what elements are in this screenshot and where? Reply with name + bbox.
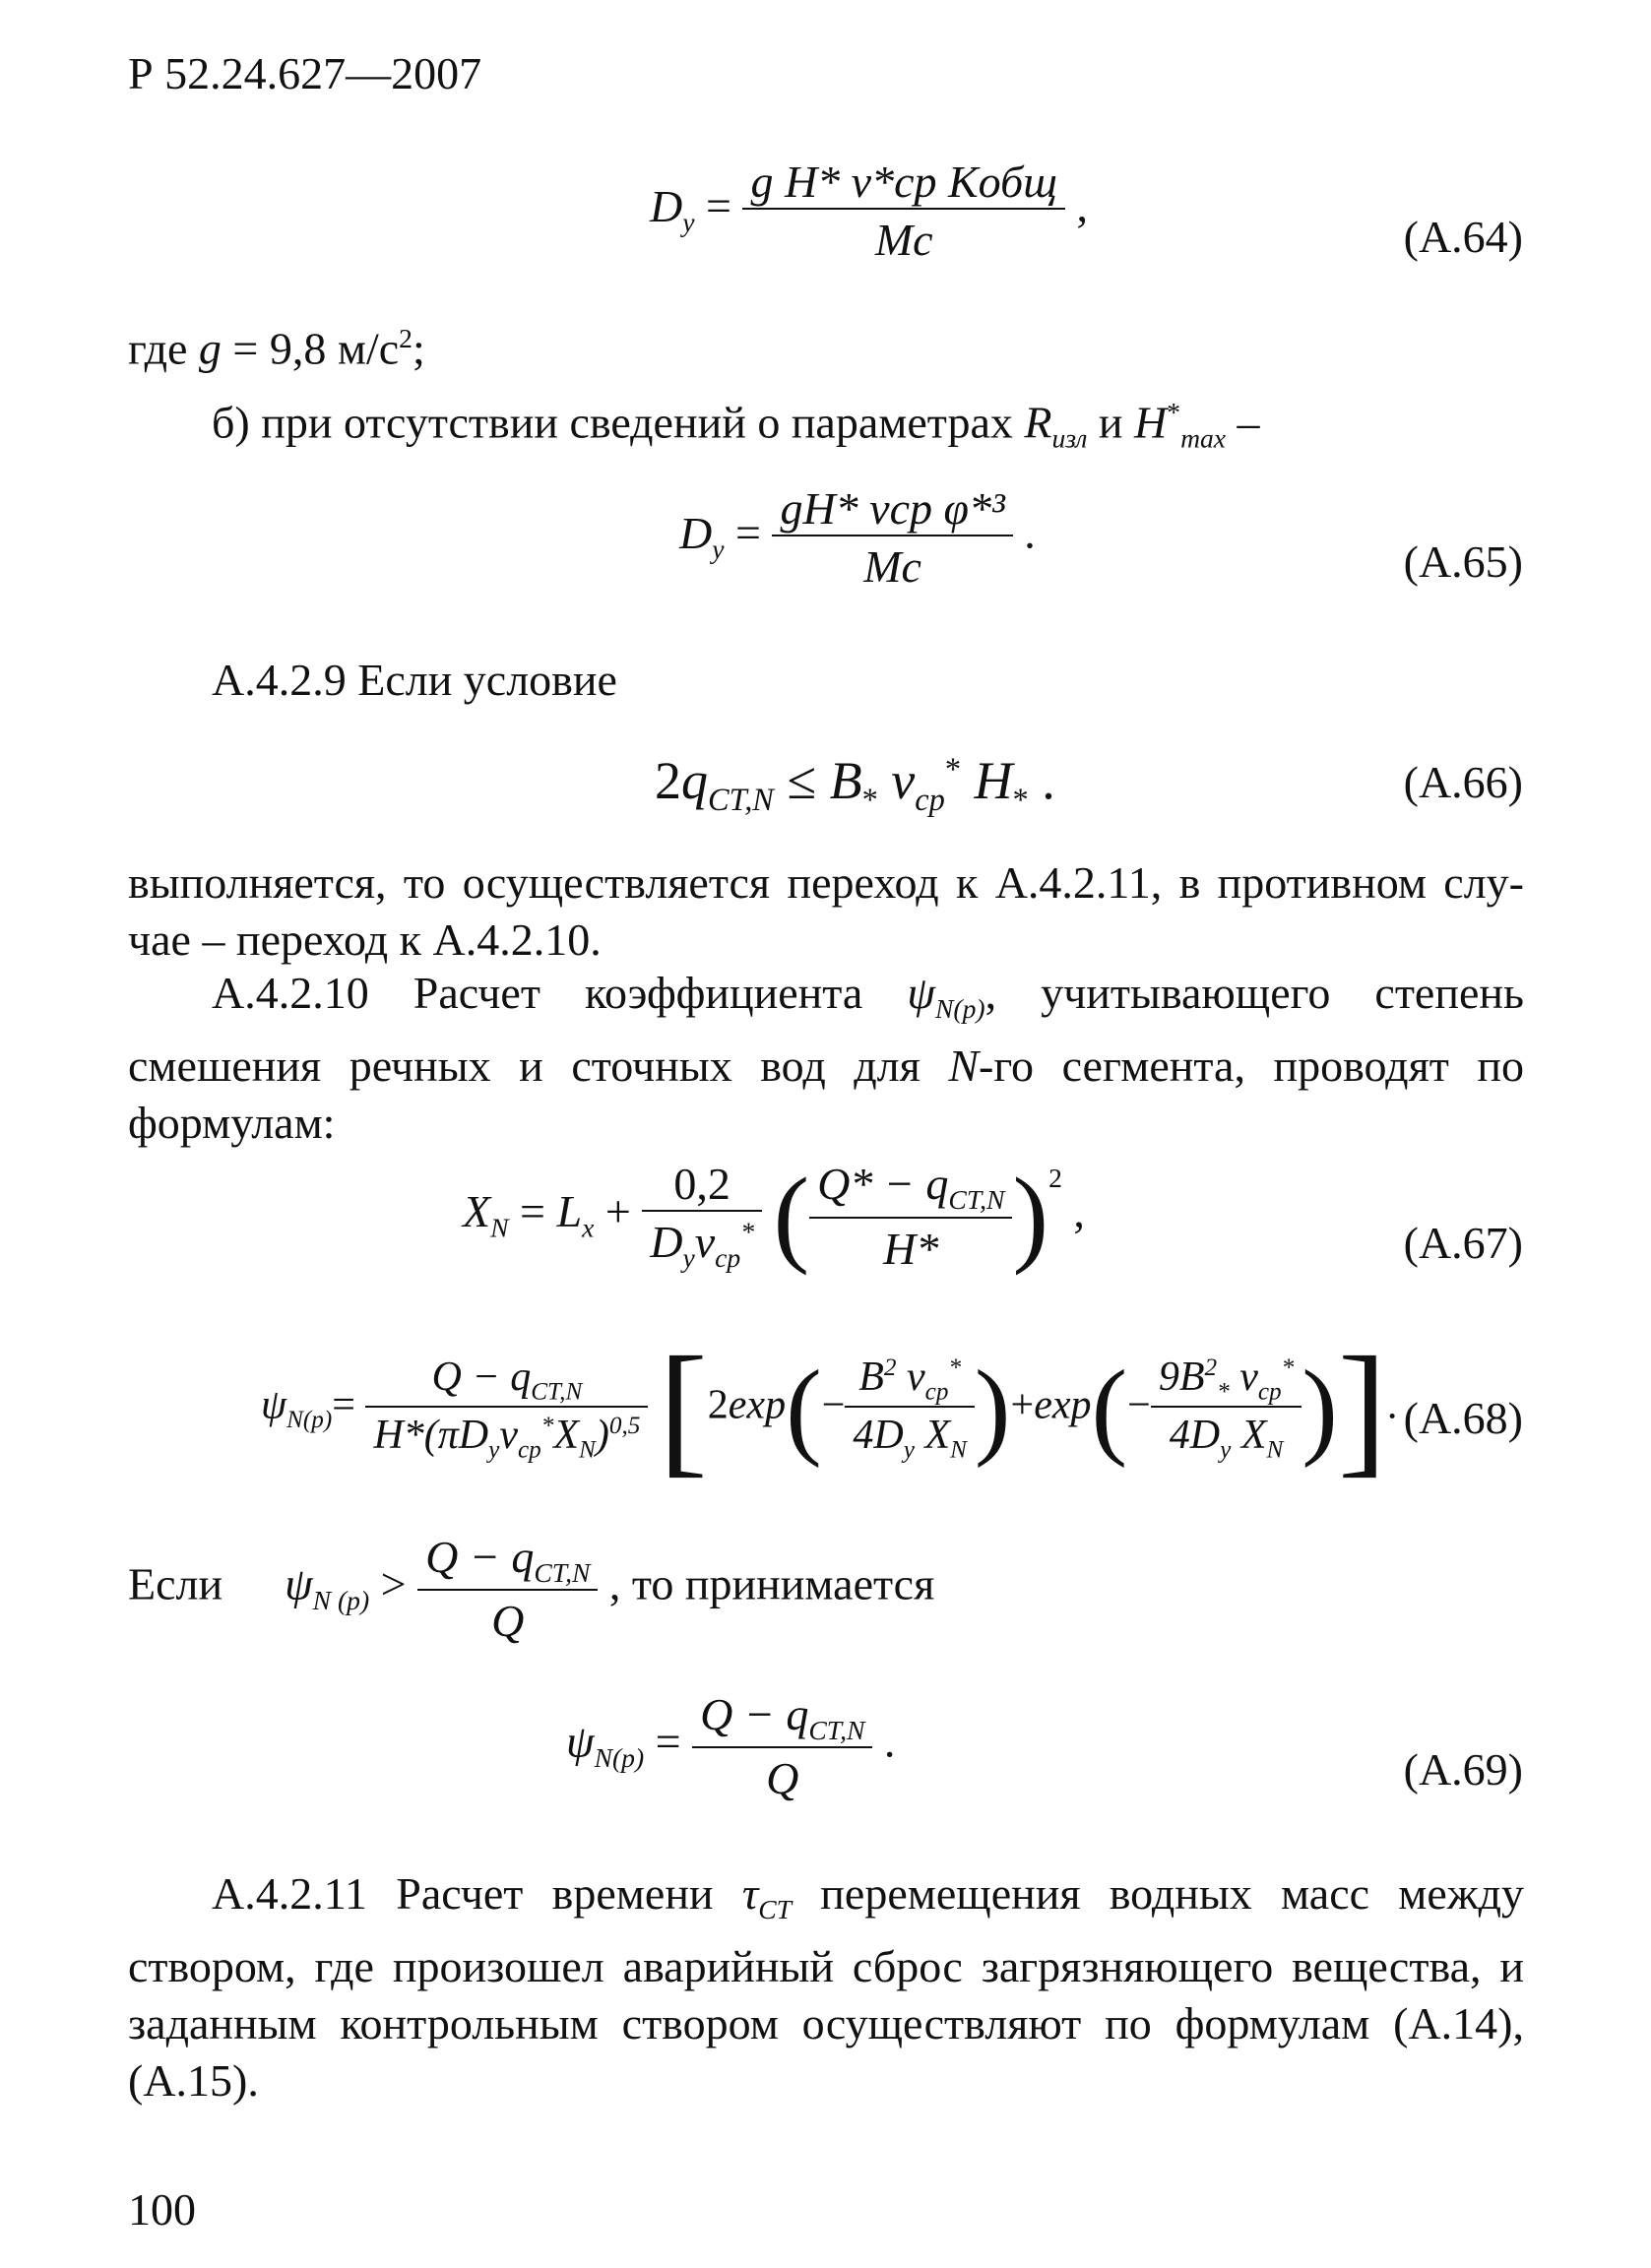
eq-a67-fraction-2: $\frac{Q* - q_{CT,N}}{H*}$ bbox=[809, 1158, 1012, 1274]
eq-a64-fraction bbox=[742, 156, 1065, 266]
paragraph-a4229: А.4.2.9 Если условие bbox=[212, 655, 617, 705]
equation-a64: $D_y$ = $\frac{\text{g H* v*cp Kобщ}}{Mc}$ , bbox=[650, 157, 1088, 265]
equation-a66: $2q_{CT,N} \le B_*$ $v_{cp}^*$ $H_*$ . bbox=[655, 751, 1055, 818]
eq-a66-number: (А.66) bbox=[1403, 757, 1523, 807]
paragraph-a42210: А.4.2.10 Расчет коэффициента $\psi_{N(p)}$, учитывающего степень смешения речных и сточных вод для N-го сегмента, проводят по формулам: bbox=[128, 968, 1524, 1149]
condition-line: Если $\psi_{N (p)}$ > $\frac{Q - q_{CT,N}}{Q}$ , то принимается bbox=[128, 1532, 935, 1647]
eq-a64-denominator: Mc bbox=[742, 208, 1065, 266]
eq-a64-lhs: $D_y$ bbox=[650, 180, 695, 237]
eq-a68-fraction-1: $\frac{Q - q_{CT,N}}{H*(\pi D_yv_{cp}^*X_N)^{0,5}}$ bbox=[365, 1354, 648, 1465]
eq-a65-denominator: Mc bbox=[772, 535, 1012, 593]
equation-a68: $\psi_{N(p)}=$ $\frac{Q - q_{CT,N}}{H*(\pi D_yv_{cp}^*X_N)^{0,5}}$ [2exp(− $\frac{B^2 v_{cp}^*}{4D_y X_N}$ )+exp(− $\frac{9B^2_* v_{cp}^*}{4D_y X_N}$ )]. bbox=[261, 1327, 1398, 1490]
eq-a67-fraction-1: $\frac{0,2}{D_yv_{cp}^*}$ bbox=[642, 1158, 762, 1274]
document-code: Р 52.24.627—2007 bbox=[128, 48, 482, 98]
equation-a67: $X_N = L_x$ + $\frac{0,2}{D_yv_{cp}^*}$ ( $\frac{Q* - q_{CT,N}}{H*}$ )$^2$ , bbox=[463, 1156, 1085, 1276]
equation-a65: $D_y$ = $\frac{\text{gH* vcp φ*³}}{Mc}$ . bbox=[679, 483, 1036, 592]
eq-a68-number: (А.68) bbox=[1403, 1393, 1523, 1443]
equation-a69: $\psi_{N(p)}$ = $\frac{Q - q_{CT,N}}{Q}$ . bbox=[566, 1689, 896, 1804]
eq-a64-numerator: g H* v*cp Kобщ bbox=[750, 157, 1057, 207]
page-number: 100 bbox=[128, 2184, 196, 2235]
eq-a65-number: (А.65) bbox=[1403, 536, 1523, 587]
condition-fraction: $\frac{Q - q_{CT,N}}{Q}$ bbox=[417, 1531, 598, 1647]
eq-a69-fraction: $\frac{Q - q_{CT,N}}{Q}$ bbox=[692, 1688, 872, 1804]
item-b: б) при отсутствии сведений о параметрах $R_{изл}$ и $H^*_{max}$ – bbox=[212, 397, 1260, 454]
eq-a65-numerator: gH* vcp φ*³ bbox=[780, 483, 1005, 534]
eq-a68-fraction-3: $\frac{9B^2_* v_{cp}^*}{4D_y X_N}$ bbox=[1151, 1354, 1302, 1465]
g-definition: где g = 9,8 $м/с^2$; bbox=[128, 323, 425, 374]
eq-a67-number: (А.67) bbox=[1403, 1218, 1523, 1268]
eq-a68-fraction-2: $\frac{B^2 v_{cp}^*}{4D_y X_N}$ bbox=[845, 1354, 975, 1465]
paragraph-a42211: А.4.2.11 Расчет времени $\tau_{CT}$ перемещения водных масс между створом, где произошел аварийный сброс загрязняющего вещества, и заданным контрольным створом осуществляют по формулам (А.14), (А.15). bbox=[128, 1868, 1525, 2107]
eq-a64-punct: , bbox=[1076, 180, 1088, 231]
eq-a69-number: (А.69) bbox=[1403, 1744, 1523, 1795]
eq-a65-fraction bbox=[772, 482, 1012, 593]
eq-a64-number: (А.64) bbox=[1403, 212, 1523, 262]
paragraph-transition: выполняется, то осуществляется переход к А.4.2.11, в противном слу-чае – переход к А.4.2.10. bbox=[128, 857, 1524, 965]
